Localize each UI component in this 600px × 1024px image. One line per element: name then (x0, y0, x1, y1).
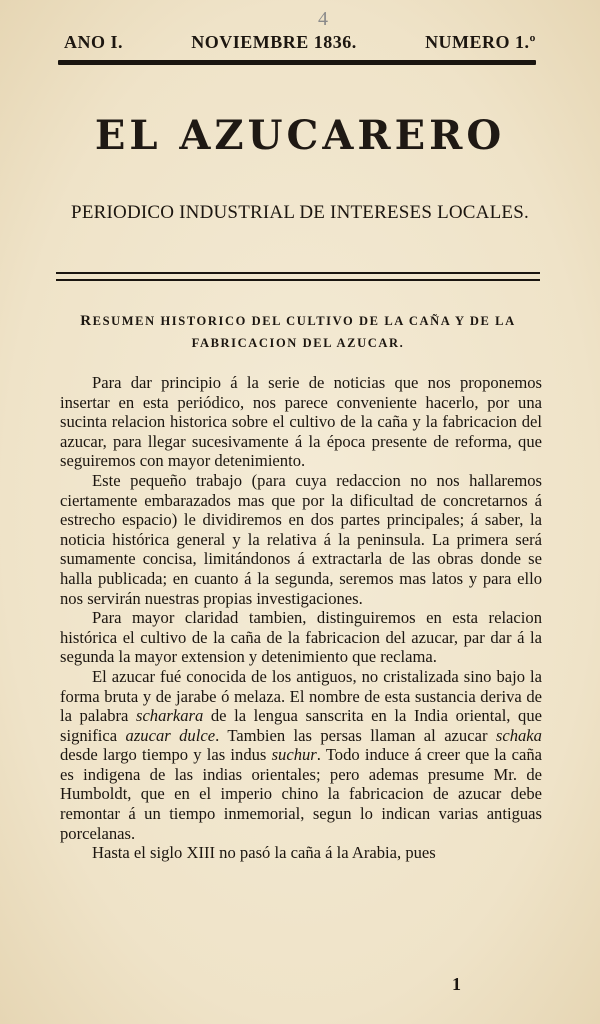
term-schaka: schaka (495, 725, 542, 745)
p4-text-b: de la lengua sanscrita en la India oriental, que significa (60, 706, 542, 745)
paragraph-2: Este pequeño trabajo (para cuya redaccion no nos hallaremos ciertamente embarazados mas que por la dificultad de concretarnos á estrecho espacio) le dividiremos en dos partes principales; á saber, la noticia histórica general y la relativa á la peninsula. La primera será sumamente concisa, limitándonos á extractarla de las obras donde se halla publicada; en cuanto á la segunda, seremos mas latos y para ello nos servirán nuestras propias investigaciones. (60, 470, 542, 608)
term-scharkara: scharkara (135, 706, 204, 726)
p4-text-d: desde largo tiempo y las indus (60, 745, 272, 765)
header-rule (58, 60, 536, 65)
term-suchur: suchur (271, 745, 317, 765)
paragraph-1: Para dar principio á la serie de noticias que nos proponemos insertar en esta periódico, nos parece conveniente hacerlo, por una sucinta relacion historica sobre el cultivo de la caña y la fabricacion del azucar, para llegar sucesivamente á la época presente de reforma, que seguiremos con mayor detenimiento. (60, 373, 542, 471)
paragraph-5: Hasta el siglo XIII no pasó la caña á la Arabia, pues (92, 843, 436, 863)
date-label: NOVIEMBRE 1836. (191, 31, 357, 52)
issue-header (64, 30, 536, 54)
divider-rule-top (56, 272, 540, 274)
term-azucar-dulce: azucar dulce (125, 725, 216, 745)
divider-rule-bottom (56, 279, 540, 281)
article-title (58, 310, 538, 354)
paragraph-3: Para mayor claridad tambien, distinguiremos en esta relacion histórica el cultivo de la caña de la fabricacion del azucar, par dar á la segunda la mayor extension y detenimiento que reclama. (60, 608, 542, 667)
issue-number: NUMERO 1.º (425, 31, 536, 52)
p4-text-e: . Todo induce á creer que la caña es indigena de las indias orientales; pero ademas presume Mr. de Humboldt, que en el imperio chino la fabricacion de azucar debe remontar á un tiempo inmemorial, segun lo indican varias antiguas porcelanas. (60, 745, 542, 843)
title-line-2: FABRICACION DEL AZUCAR. (191, 336, 405, 350)
masthead-title: EL AZUCARERO (94, 112, 506, 159)
p4-text-a: El azucar fué conocida de los antiguos, no cristalizada sino bajo la forma bruta y de jarabe ó melaza. El nombre de esta sustancia deriva de la palabra (60, 666, 542, 726)
title-line-1: ESUMEN HISTORICO DEL CULTIVO DE LA CAÑA Y DE LA (92, 314, 516, 328)
paragraph-4 (60, 667, 542, 843)
page-number: 1 (452, 974, 461, 994)
masthead-subtitle: PERIODICO INDUSTRIAL DE INTERESES LOCALES. (71, 202, 529, 223)
year-label: ANO I. (64, 31, 124, 52)
title-initial: R (80, 313, 93, 329)
p4-text-c: . Tambien las persas llaman al azucar (215, 725, 496, 745)
article-body (60, 373, 542, 863)
handwritten-mark: 4 (318, 8, 328, 30)
